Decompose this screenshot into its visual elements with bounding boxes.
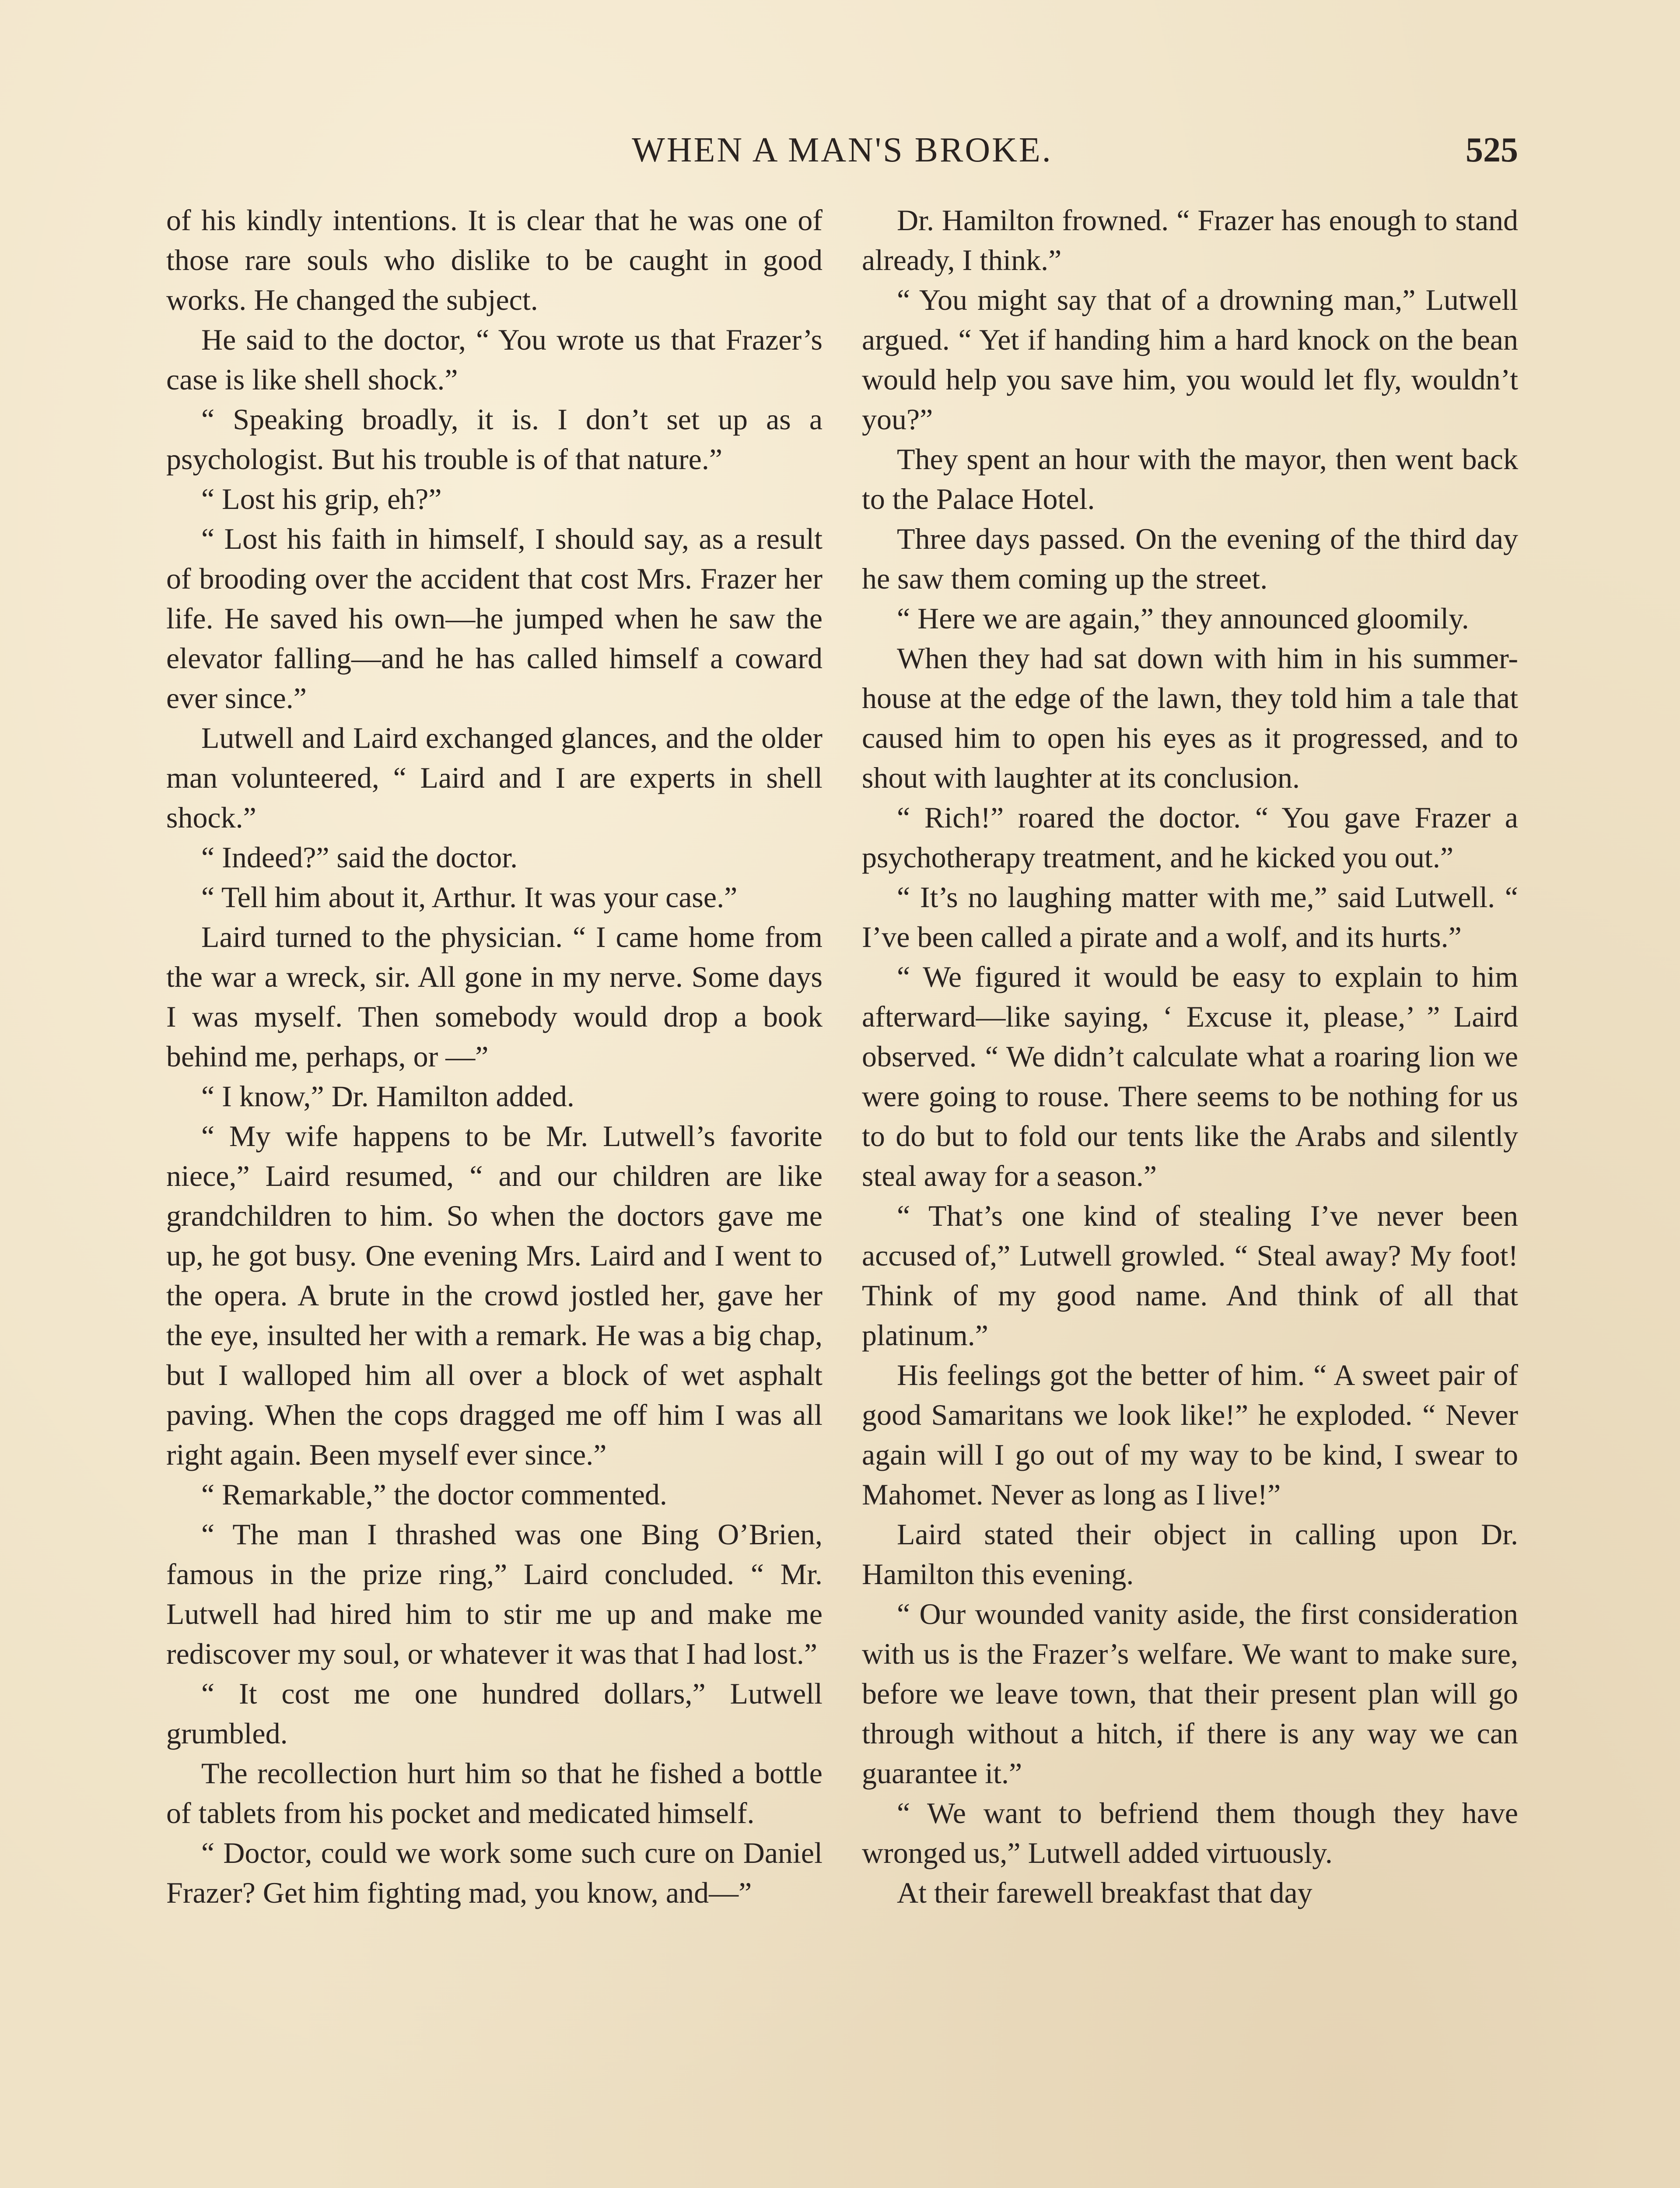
text-columns (166, 200, 1518, 2188)
paragraph: Laird turned to the physician. “ I came home from the war a wreck, sir. All gone in my nerve. Some days I was myself. Then somebody would drop a book behind me, perhaps, or —” (166, 920, 822, 1073)
page-number: 525 (1466, 131, 1518, 169)
paragraph: The recollection hurt him so that he fished a bottle of tablets from his pocket and medicated himself. (166, 1757, 822, 1830)
page-header (166, 126, 1518, 174)
paragraph: “ Speaking broadly, it is. I don’t set up as a psychologist. But his trouble is of that nature.” (166, 403, 822, 476)
paragraph: He said to the doctor, “ You wrote us that Frazer’s case is like shell shock.” (166, 323, 822, 396)
running-title: WHEN A MAN'S BROKE. (632, 131, 1053, 169)
paragraph: “ Here we are again,” they announced gloomily. (897, 602, 1469, 635)
paragraph: “ Remarkable,” the doctor commented. (201, 1478, 667, 1511)
paragraph: They spent an hour with the mayor, then went back to the Palace Hotel. (862, 442, 1518, 515)
paragraph: “ Indeed?” said the doctor. (201, 841, 518, 874)
paragraph: of his kindly intentions. It is clear that he was one of those rare souls who dislike to be caught in good works. He changed the subject. (166, 203, 822, 316)
paragraph: “ Lost his faith in himself, I should say, as a result of brooding over the accident that cost Mrs. Frazer her life. He saved his own—he jumped when he saw the elevator falling—and he has called himself a coward ever since.” (166, 522, 822, 715)
paragraph: “ Doctor, could we work some such cure on Daniel Frazer? Get him fighting mad, you know, and—” (166, 1836, 822, 1909)
paragraph: “ Our wounded vanity aside, the first consideration with us is the Frazer’s welfare. We want to make sure, before we leave town, that their present plan will go through without a hitch, if there is any way we can guarantee it.” (862, 1597, 1518, 1790)
paragraph: His feelings got the better of him. “ A sweet pair of good Samaritans we look like!” he exploded. “ Never again will I go out of my way to be kind, I swear to Mahomet. Never as long as I live!” (862, 1358, 1518, 1511)
paragraph: “ The man I thrashed was one Bing O’Brien, famous in the prize ring,” Laird concluded. “ Mr. Lutwell had hired him to stir me up and make me rediscover my soul, or whatever it was that I had lost.” (166, 1518, 822, 1670)
paragraph: Lutwell and Laird exchanged glances, and the older man volunteered, “ Laird and I are experts in shell shock.” (166, 721, 822, 834)
paragraph: “ Lost his grip, eh?” (201, 482, 442, 515)
paragraph: “ We figured it would be easy to explain to him afterward—like saying, ‘ Excuse it, please,’ ” Laird observed. “ We didn’t calculate what a roaring lion we were going to rouse. There seems to be nothing for us to do but to fold our tents like the Arabs and silently steal away for a season.” (862, 960, 1518, 1192)
paragraph: When they had sat down with him in his summer-house at the edge of the lawn, they told him a tale that caused him to open his eyes as it progressed, and to shout with laughter at its conclusion. (862, 642, 1518, 794)
paragraph: “ It cost me one hundred dollars,” Lutwell grumbled. (166, 1677, 822, 1750)
paragraph: “ We want to befriend them though they have wronged us,” Lutwell added virtuously. (862, 1796, 1518, 1869)
paragraph: Three days passed. On the evening of the third day he saw them coming up the street. (862, 522, 1518, 595)
paragraph: At their farewell breakfast that day (897, 1876, 1312, 1909)
paragraph: “ I know,” Dr. Hamilton added. (201, 1080, 574, 1113)
paragraph: “ My wife happens to be Mr. Lutwell’s favorite niece,” Laird resumed, “ and our children are like grandchildren to him. So when the doctors gave me up, he got busy. One evening Mrs. Laird and I went to the opera. A brute in the crowd jostled her, gave her the eye, insulted her with a remark. He was a big chap, but I walloped him all over a block of wet asphalt paving. When the cops dragged me off him I was all right again. Been myself ever since.” (166, 1119, 822, 1471)
paragraph: Dr. Hamilton frowned. “ Frazer has enough to stand already, I think.” (862, 203, 1518, 277)
paragraph: Laird stated their object in calling upon Dr. Hamilton this evening. (862, 1518, 1518, 1591)
paragraph: “ Tell him about it, Arthur. It was your case.” (201, 880, 738, 914)
paragraph: “ That’s one kind of stealing I’ve never been accused of,” Lutwell growled. “ Steal away? My foot! Think of my good name. And think of all that platinum.” (862, 1199, 1518, 1352)
left-column (166, 200, 822, 2188)
paragraph: “ It’s no laughing matter with me,” said Lutwell. “ I’ve been called a pirate and a wolf, and its hurts.” (862, 880, 1518, 954)
paragraph: “ Rich!” roared the doctor. “ You gave Frazer a psychotherapy treatment, and he kicked you out.” (862, 801, 1518, 874)
right-column (862, 200, 1518, 2188)
paragraph: “ You might say that of a drowning man,” Lutwell argued. “ Yet if handing him a hard knock on the bean would help you save him, you would let fly, wouldn’t you?” (862, 283, 1518, 436)
